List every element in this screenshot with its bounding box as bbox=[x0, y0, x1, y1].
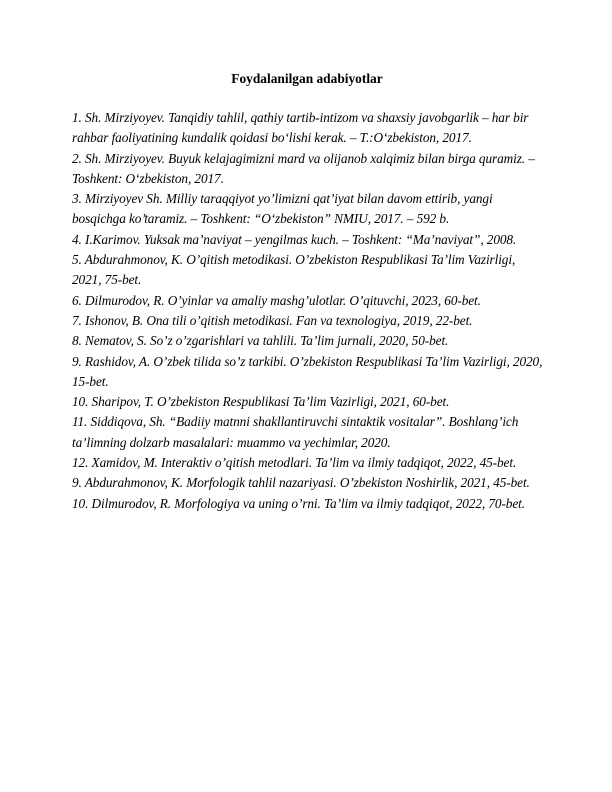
reference-item: 12. Xamidov, M. Interaktiv o’qitish metodlari. Ta’lim va ilmiy tadqiqot, 2022, 45-bet. bbox=[72, 455, 517, 471]
reference-item: 6. Dilmurodov, R. O’yinlar va amaliy mashg’ulotlar. O’qituvchi, 2023, 60-bet. bbox=[72, 292, 481, 308]
reference-item: 5. Abdurahmonov, K. O’qitish metodikasi. O’zbekiston Respublikasi Ta’lim Vazirligi, 2021, 75-bet. bbox=[72, 252, 516, 288]
reference-item: 10. Sharipov, T. O’zbekiston Respublikasi Ta’lim Vazirligi, 2021, 60-bet. bbox=[72, 394, 450, 410]
reference-item: 10. Dilmurodov, R. Morfologiya va uning o’rni. Ta’lim va ilmiy tadqiqot, 2022, 70-bet. bbox=[72, 495, 525, 511]
reference-item: 4. I.Karimov. Yuksak ma’naviyat – yengilmas kuch. – Toshkent: “Ma’naviyat”, 2008. bbox=[72, 231, 517, 247]
reference-item: 11. Siddiqova, Sh. “Badiiy matnni shakllantiruvchi sintaktik vositalar”. Boshlang’ich ta’limning dolzarb masalalari: muammo va yechimlar, 2020. bbox=[72, 414, 519, 450]
reference-item: 3. Mirziyoyev Sh. Milliy taraqqiyot yo’limizni qat’iyat bilan davom ettirib, yangi bosqichga ko’taramiz. – Toshkent: “O‘zbekiston” NMIU, 2017. – 592 b. bbox=[72, 191, 493, 227]
reference-item: 2. Sh. Mirziyoyev. Buyuk kelajagimizni mard va olijanob xalqimiz bilan birga quramiz. – Toshkent: O‘zbekiston, 2017. bbox=[72, 150, 535, 186]
reference-item: 7. Ishonov, B. Ona tili o’qitish metodikasi. Fan va texnologiya, 2019, 22-bet. bbox=[72, 312, 473, 328]
reference-item: 9. Abdurahmonov, K. Morfologik tahlil nazariyasi. O’zbekiston Noshirlik, 2021, 45-bet. bbox=[72, 475, 530, 491]
reference-item: 8. Nematov, S. So’z o’zgarishlari va tahlili. Ta’lim jurnali, 2020, 50-bet. bbox=[72, 333, 449, 349]
reference-item: 1. Sh. Mirziyoyev. Tanqidiy tahlil, qathiy tartib-intizom va shaxsiy javobgarlik – har bir rahbar faoliyatining kundalik qoidasi bo‘lishi kerak. – T.:O‘zbekiston, 2017. bbox=[72, 110, 529, 146]
reference-list bbox=[72, 108, 547, 514]
reference-item: 9. Rashidov, A. O’zbek tilida so’z tarkibi. O’zbekiston Respublikasi Ta’lim Vazirligi, 2020, 15-bet. bbox=[72, 353, 543, 389]
page-title: Foydalanilgan adabiyotlar bbox=[231, 71, 383, 86]
